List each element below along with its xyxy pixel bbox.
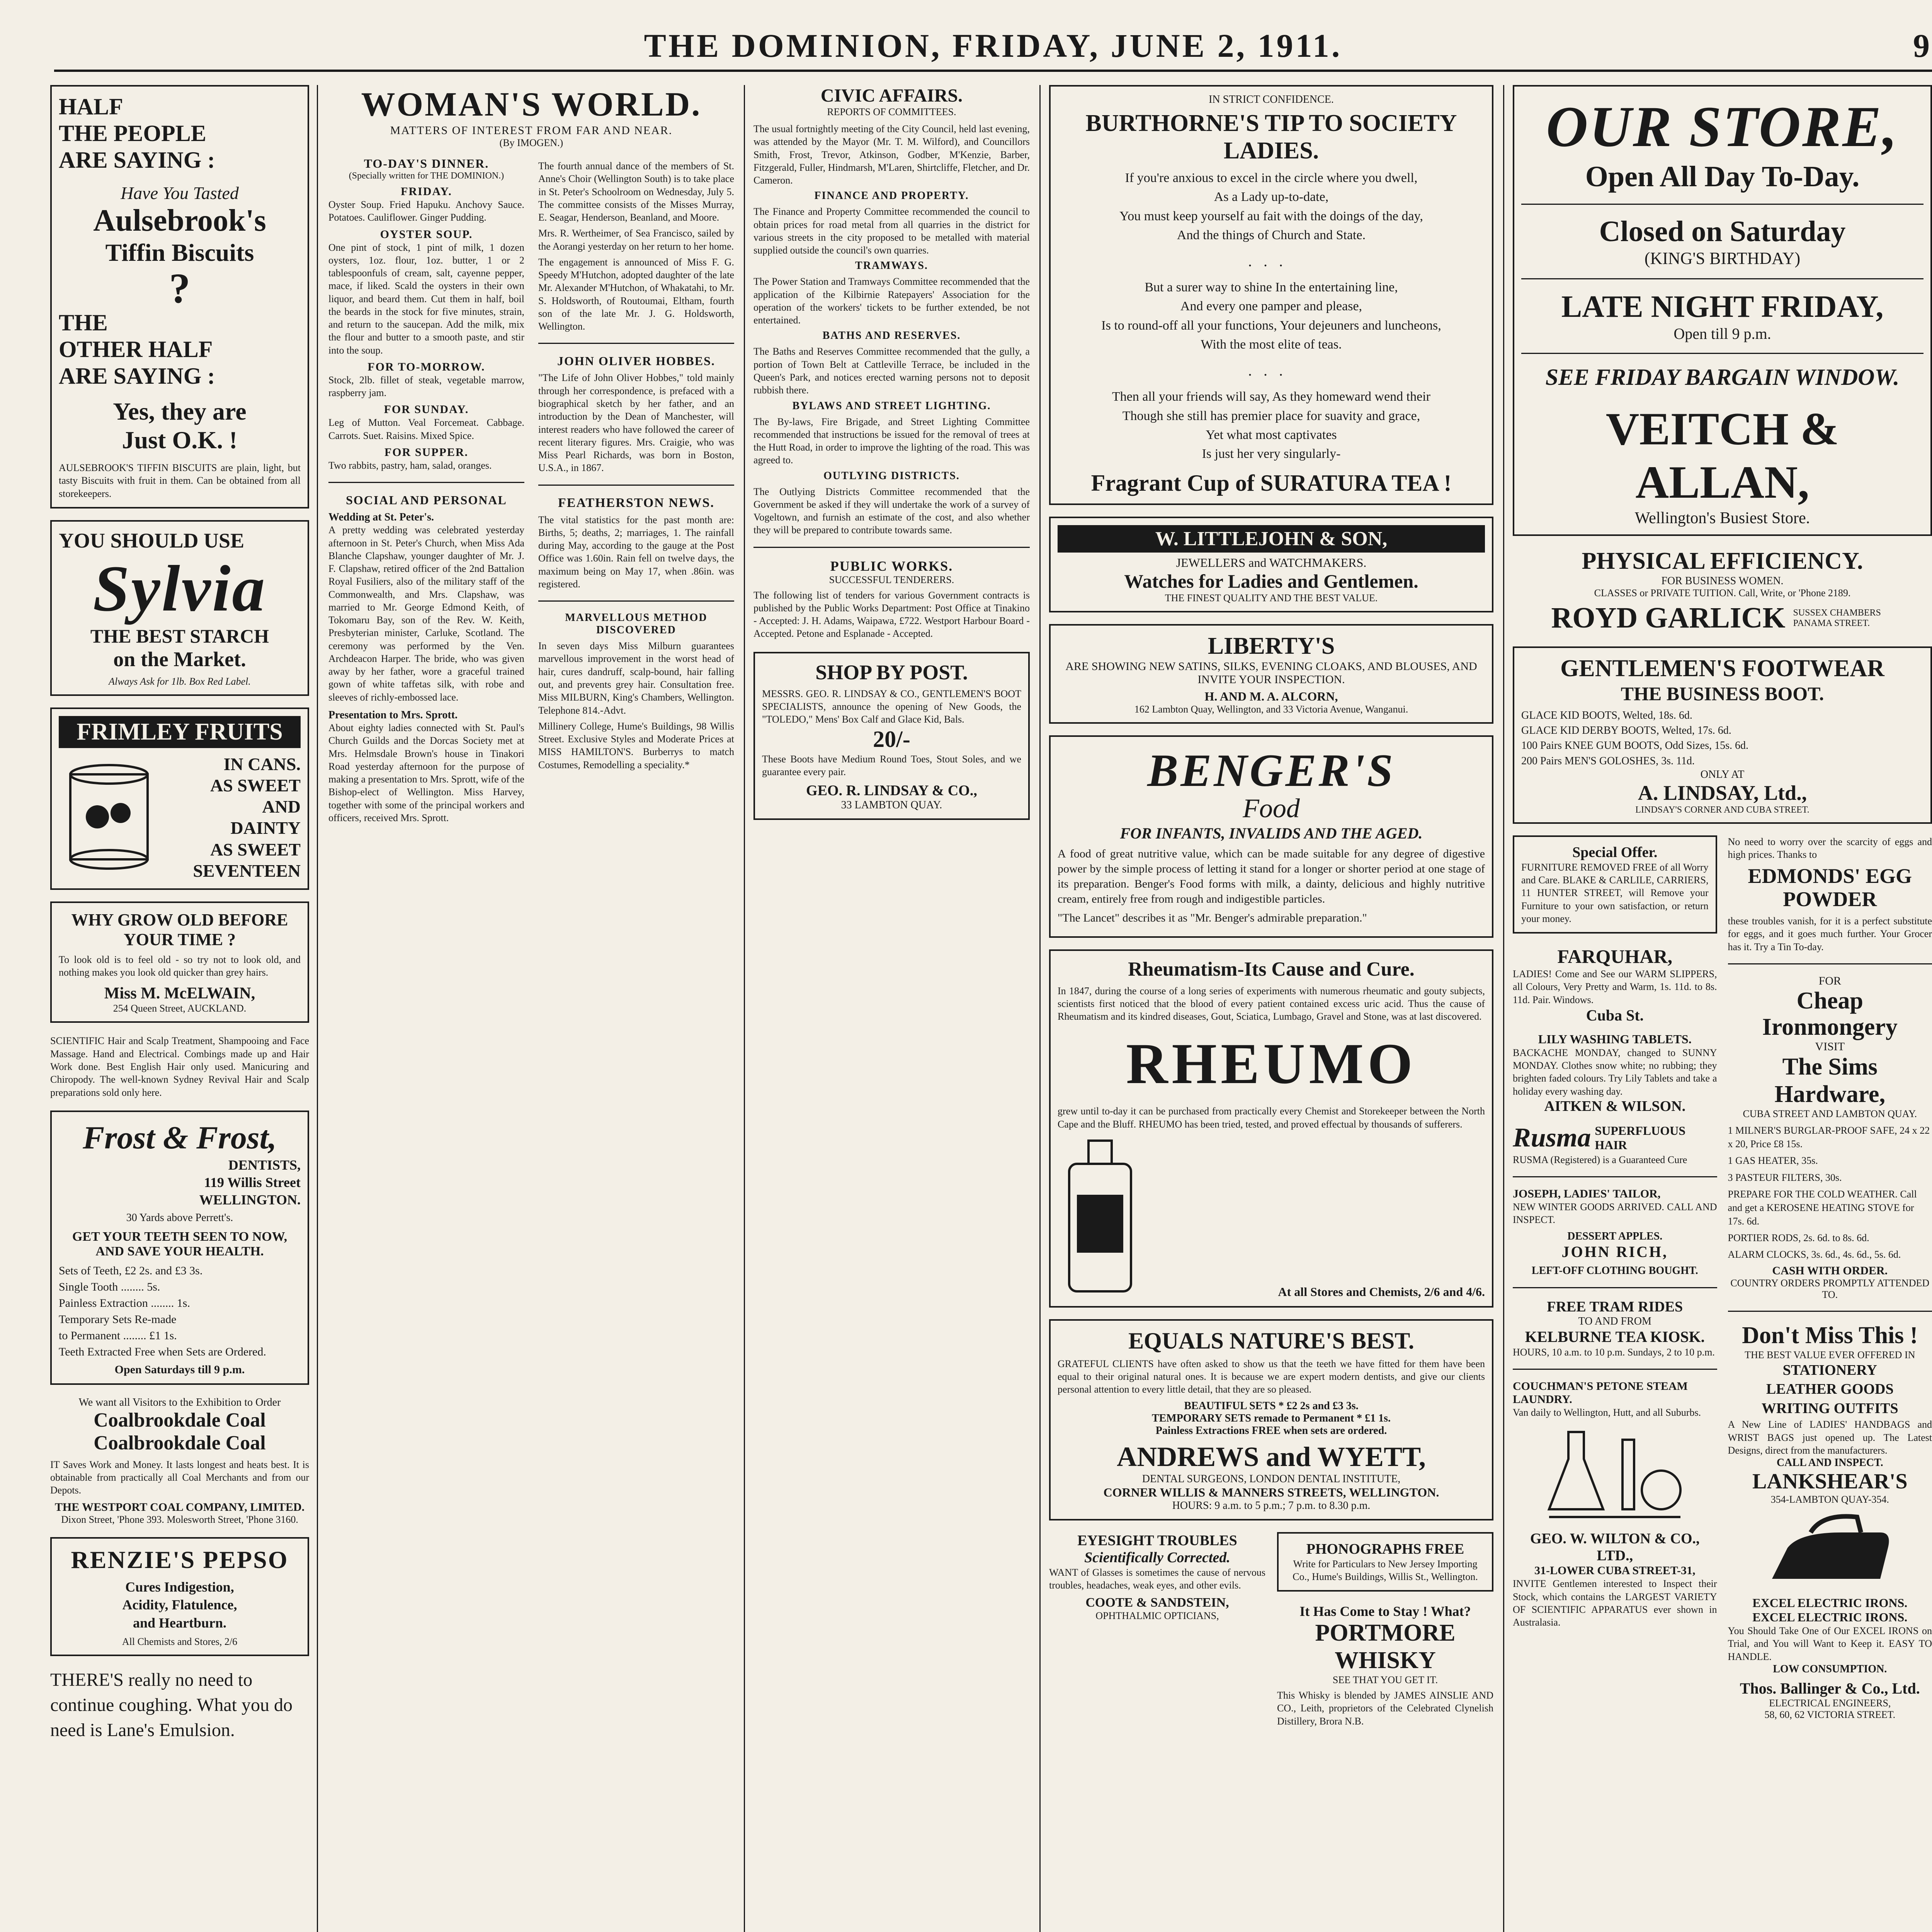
royd-garlick-ad: PHYSICAL EFFICIENCY. FOR BUSINESS WOMEN. CLASSES or PRIVATE TUITION. Call, Write, or 'Phone 2189. ROYD GARLICK SUSSEX CHAMBERS PANAMA STREET. bbox=[1551, 548, 1881, 634]
col5-left-ads: Special Offer. FURNITURE REMOVED FREE of all Worry and Care. BLAKE & CARLILE, CARRIERS, 11 HUNTER STREET, will Remove your Furniture to your own satisfaction, or return your money. FARQUHAR, LADIES! Come and See our WARM SLIPPERS, all Colours, Very Pretty and Warm, 1s. 11d. to 8s. 11d. Pair. Windows. Cuba St. LILY WASHING TABLETS. BACKACHE MONDAY, changed to SUNNY MONDAY. Clothes snow white; no rubbing; they brighten faded colours. Try Lily Tablets and take a holiday every washing day. AITKEN & WILSON. Rusma SUPERFLUOUS HAIR RUSMA (Registered) is a Guaranteed Cure JOSEPH, LADIES' TAILOR, NEW WINTER GOODS ARRIVED. CALL AND INSPECT. DESSERT APPLES. JOHN RICH, LEFT-OFF CLOTHING BOUGHT. FREE TRAM RIDES TO AND FROM KELBURNE TEA KIOSK. HOURS, 10 a.m. to 10 p.m. Sundays, 2 to 10 p.m. COUCHMAN'S PETONE STEAM LAUNDRY. Van daily to Wellington, Hutt, and all Suburbs. GEO. W. WILTON & CO., LTD., 31-LOWER CUBA STREET-31, INVITE Gentlemen interested to Inspect their Stock, which contains the LARGEST VARIETY OF SCIENTIFIC APPARATUS ever shown in Australasia. bbox=[1513, 835, 1717, 1721]
electric-iron-icon bbox=[1764, 1513, 1896, 1590]
laboratory-apparatus-icon bbox=[1545, 1424, 1684, 1525]
column-rule bbox=[744, 85, 745, 1932]
column-5 bbox=[1513, 85, 1932, 1932]
woman-world-right: The fourth annual dance of the members of St. Anne's Choir (Wellington South) is to take place in St. Peter's Schoolroom on Wednesday, July 5. The committee consists of the Misses Murray, E. Seagar, Henderson, Beanland, and Moore. Mrs. R. Wertheimer, of Sea Francisco, sailed by the Aorangi yesterday on her return to her home. The engagement is announced of Miss F. G. Speedy M'Hutchon, adopted daughter of the late Mr. Alexander M'Hutchon, of Whakatahi, to Mr. S. Holdsworth, of Routoumai, Eltham, fourth son of the late Mr. J. G. Holdsworth, Wellington. JOHN OLIVER HOBBES. "The Life of John Oliver Hobbes," told mainly through her correspondence, is prefaced with a biographical sketch by her father, and an introduction by the Dean of Manchester, will interest readers who have followed the career of recent literary figures. Mrs. Craigie, who was Miss Pearl Richards, was born in Boston, U.S.A., in 1867. FEATHERSTON NEWS. The vital statistics for the past month are: Births, 5; deaths, 2; marriages, 1. The rainfall during May, according to the gauge at the Post Office was 1.60in. Rain fell on twelve days, the maximum being on May 17, when .86in. was registered. MARVELLOUS METHOD DISCOVERED In seven days Miss Milburn guarantees marvellous improvement in the worst head of hair, cures dandruff, scalp-bound, hair falling out, and prevents grey hair. Consultation free. Miss MILBURN, King's Chambers, Wellington. Telephone 814.-Advt. Millinery College, Hume's Buildings, 98 Willis Street. Exclusive Styles and Moderate Prices at MISS HAMILTON'S. Burberrys to match Costumes, Remodelling a speciality.* bbox=[538, 160, 734, 770]
col5-right-ads: No need to worry over the scarcity of eggs and high prices. Thanks to EDMONDS' EGG POWDER these troubles vanish, for it is a perfect substitute for eggs, and it goes much further. Your Grocer has it. Try a Tin To-day. FOR Cheap Ironmongery VISIT The Sims Hardware, CUBA STREET AND LAMBTON QUAY. 1 MILNER'S BURGLAR-PROOF SAFE, 24 x 22 x 20, Price £8 15s. 1 GAS HEATER, 35s. 3 PASTEUR FILTERS, 30s. PREPARE FOR THE COLD WEATHER. Call and get a KEROSENE HEATING STOVE for 17s. 6d. PORTIER RODS, 2s. 6d. to 8s. 6d. ALARM CLOCKS, 3s. 6d., 4s. 6d., 5s. 6d. CASH WITH ORDER. COUNTRY ORDERS PROMPTLY ATTENDED TO. Don't Miss This ! THE BEST VALUE EVER OFFERED IN STATIONERY LEATHER GOODS WRITING OUTFITS A New Line of LADIES' HANDBAGS and WRIST BAGS just opened up. The Latest Designs, direct from the manufacturers. CALL AND INSPECT. LANKSHEAR'S 354-LAMBTON QUAY-354. EXCEL ELECTRIC IRONS. EXCEL ELECTRIC IRONS. You Should Take One of Our EXCEL IRONS on Trial, and You will Want to Keep it. EASY TO HANDLE. LOW CONSUMPTION. Thos. Ballinger & Co., Ltd. ELECTRICAL ENGINEERS, 58, 60, 62 VICTORIA STREET. bbox=[1728, 836, 1932, 1720]
shop-by-post-ad: SHOP BY POST. MESSRS. GEO. R. LINDSAY & CO., GENTLEMEN'S BOOT SPECIALISTS, announce the opening of New Goods, the "TOLEDO," Mens' Box Calf and Glace Kid, Bals. 20/- These Boots have Medium Round Toes, Stout Soles, and we guarantee every pair. GEO. R. LINDSAY & CO., 33 LAMBTON QUAY. bbox=[753, 652, 1030, 820]
special-offer-ad: Special Offer. FURNITURE REMOVED FREE of all Worry and Care. BLAKE & CARLILE, CARRIERS, 11 HUNTER STREET, will Remove your Furniture to your own satisfaction, or return your money. bbox=[1513, 835, 1717, 934]
column-rule bbox=[1503, 85, 1504, 1932]
column-2: WOMAN'S WORLD. MATTERS OF INTEREST FROM FAR AND NEAR. (By IMOGEN.) TO-DAY'S DINNER. (Specially written for THE DOMINION.) FRIDAY. Oyster Soup. Fried Hapuku. Anchovy Sauce. Potatoes. Cauliflower. Ginger Pudding. OYSTER SOUP. One pint of stock, 1 pint of milk, 1 dozen oysters, 1oz. flour, 1oz. butter, 1 or 2 tablespoonfuls of cream, salt, cayenne pepper, mace, if liked. Scald the oysters in their own liquor, and beard them. Cut them in half, boil the beards in the stock for five minutes, strain, and return to the saucepan. Add the milk, mix the flour and butter to a smooth paste, and stir into the soup. FOR TO-MORROW. Stock, 2lb. fillet of steak, vegetable marrow, raspberry jam. FOR SUNDAY. Leg of Mutton. Veal Forcemeat. Cabbage. Carrots. Suet. Raisins. Mixed Spice. FOR SUPPER. Two rabbits, pastry, ham, salad, oranges. SOCIAL AND PERSONAL Wedding at St. Peter's. A pretty wedding was celebrated yesterday afternoon in St. Peter's Church, when Miss Ada Blanche Clapshaw, younger daughter of Mr. J. F. Clapshaw, retired officer of the 2nd Battalion Royal Fusiliers, also of the military staff of the Commonwealth, and Mrs. Clapshaw, was married to Mr. George Edmond Keith, of Tokomaru Bay, son of the Rev. W. Keith, Presbyterian minister, Carluke, Scotland. The ceremony was performed by the Ven. Archdeacon Harper. The bride, who was given away by her father, wore a graceful trained gown of white taffetas silk, with robe and sleeves of richly-embossed lace. Presentation to Mrs. Sprott. About eighty ladies connected with St. Paul's Church Guilds and the Dorcas Society met at Mrs. Helmsdale Brown's house in Tinakori Road yesterday afternoon for the purpose of making a presentation to Mrs. Sprott, wife of the Bishop-elect of Wellington. Miss Harvey, together with some of the principal workers and officers, received Mrs. Sprott. The fourth annual dance of the members of St. Anne's Choir (Wellington South) is to take place in St. Peter's Schoolroom on Wednesday, July 5. The committee consists of the Misses Murray, E. Seagar, Henderson, Beanland, and Moore. Mrs. R. Wertheimer, of Sea Francisco, sailed by the Aorangi yesterday on her return to her home. The engagement is announced of Miss F. G. Speedy M'Hutchon, adopted daughter of the late Mr. Alexander M'Hutchon, of Whakatahi, to Mr. S. Holdsworth, of Routoumai, Eltham, fourth son of the late Mr. J. G. Holdsworth, Wellington. JOHN OLIVER HOBBES. "The Life of John Oliver Hobbes," told mainly through her correspondence, is prefaced with a biographical sketch by her father, and an introduction by the Dean of Manchester, will interest readers who have followed the career of recent literary figures. Mrs. Craigie, who was Miss Pearl Richards, was born in Boston, U.S.A., in 1867. FEATHERSTON NEWS. The vital statistics for the past month are: Births, 5; deaths, 2; marriages, 1. The rainfall during May, according to the gauge at the Post Office was 1.60in. Rain fell on twelve days, the maximum being on May 17, when .86in. was registered. MARVELLOUS METHOD DISCOVERED In seven days Miss Milburn guarantees marvellous improvement in the worst head of hair, cures dandruff, scalp-bound, hair falling out, and prevents grey hair. Consultation free. Miss MILBURN, King's Chambers, Wellington. Telephone 814.-Advt. Millinery College, Hume's Buildings, 98 Willis Street. Exclusive Styles and Moderate Prices at MISS HAMILTON'S. Burberrys to match Costumes, Remodelling a speciality.* bbox=[328, 85, 734, 1932]
fruit-can-icon bbox=[59, 759, 159, 875]
portmore-whisky-ad: It Has Come to Stay ! What? PORTMORE WHISKY SEE THAT YOU GET IT. This Whisky is blended by JAMES AINSLIE AND CO., Leith, proprietors of the Celebrated Clynelish Distillery, Brora N.B. bbox=[1277, 1604, 1493, 1727]
frimley-fruits-ad: FRIMLEY FRUITS IN CANS. AS SWEET AND DAINTY AS SWEET SEVENTEEN bbox=[50, 707, 309, 890]
column-1 bbox=[50, 85, 309, 1932]
lindsay-footwear-ad: GENTLEMEN'S FOOTWEAR THE BUSINESS BOOT. GLACE KID BOOTS, Welted, 18s. 6d. GLACE KID DERBY BOOTS, Welted, 17s. 6d. 100 Pairs KNEE GUM BOOTS, Odd Sizes, 15s. 6d. 200 Pairs MEN'S GOLOSHES, 3s. 11d. ONLY AT A. LINDSAY, Ltd., LINDSAY'S CORNER AND CUBA STREET. bbox=[1513, 646, 1932, 824]
suratura-tea-ad: IN STRICT CONFIDENCE. BURTHORNE'S TIP TO SOCIETY LADIES. If you're anxious to excel in the circle where you dwell, As a Lady up-to-date, You must keep yourself au fait with the doings of the day, And the things of Church and State. ... But a surer way to shine In the entertaining line, And every one pamper and please, Is to round-off all your functions, Your dejeuners and luncheons, With the most elite of teas. ... Then all your friends will say, As they homeward wend their Though she still has premier place for suavity and grace, Yet what most captivates Is just her very singularly- Fragrant Cup of SURATURA TEA ! bbox=[1049, 85, 1493, 505]
bengers-food-ad: BENGER'S Food FOR INFANTS, INVALIDS AND THE AGED. A food of great nutritive value, which can be made suitable for any degree of digestive power by the simple process of letting it stand for a longer or shorter period at one stage of its preparation. Benger's Food forms with milk, a dainty, delicious and highly nutritive cream, entirely free from rough and indigestible particles. "The Lancet" describes it as "Mr. Benger's admirable preparation." bbox=[1049, 735, 1493, 938]
civic-affairs-head: CIVIC AFFAIRS. bbox=[820, 85, 963, 106]
phonographs-ad: PHONOGRAPHS FREE Write for Particulars to New Jersey Importing Co., Hume's Buildings, Willis St., Wellington. bbox=[1277, 1532, 1493, 1592]
bottle-icon bbox=[1058, 1137, 1143, 1299]
sylvia-starch-ad: YOU SHOULD USE Sylvia THE BEST STARCH on the Market. Always Ask for 1lb. Box Red Label. bbox=[50, 520, 309, 696]
littlejohn-ad: W. LITTLEJOHN & SON, JEWELLERS and WATCHMAKERS. Watches for Ladies and Gentlemen. THE FINEST QUALITY AND THE BEST VALUE. bbox=[1049, 517, 1493, 612]
column-3: CIVIC AFFAIRS. REPORTS OF COMMITTEES. The usual fortnightly meeting of the City Council, held last evening, was attended by the Mayor (Mr. T. M. Wilford), and Councillors Smith, Frost, Trevor, Atkinson, Godber, M'Kenzie, Barber, Fitzgerald, Fuller, Hindmarsh, M'Laren, Shirtcliffe, Fletcher, and Dr. Cameron. FINANCE AND PROPERTY. The Finance and Property Committee recommended the council to obtain prices for road metal from all quarries in the district for various streets in the city proposed to be metalled with material supplied outside the council's own quarries. TRAMWAYS. The Power Station and Tramways Committee recommended that the application of the Kilbirnie Ratepayers' Association for the operation of the workers' tickets to be further extended, be not entertained. BATHS AND RESERVES. The Baths and Reserves Committee recommended that the gully, a portion of Town Belt at Cattleville Terrace, be included in the Queen's Park, and notices erected warning persons not to deposit rubbish there. BYLAWS AND STREET LIGHTING. The By-laws, Fire Brigade, and Street Lighting Committee recommended that instructions be issued for the removal of trees at the Hutt Road, in order to improve the lighting of the road. This was agreed to. OUTLYING DISTRICTS. The Outlying Districts Committee recommended that the Government be asked if they will undertake the work of a survey of Vogeltown, and furnish an estimate of the cost, and also whether they will be prepared to contribute towards same. PUBLIC WORKS. SUCCESSFUL TENDERERS. The following list of tenders for various Government contracts is published by the Public Works Department: Post Office at Tinakino - Accepted: J. H. Adams, Waipawa, £722. Westport Harbour Board - Accepted. Petone and Esplanade - Accepted. SHOP BY POST. MESSRS. GEO. R. LINDSAY & CO., GENTLEMEN'S BOOT SPECIALISTS, announce the opening of New Goods, the "TOLEDO," Mens' Box Calf and Glace Kid, Bals. 20/- These Boots have Medium Round Toes, Stout Soles, and we guarantee every pair. GEO. R. LINDSAY & CO., 33 LAMBTON QUAY. bbox=[753, 85, 1030, 1932]
column-rule bbox=[1039, 85, 1041, 1932]
sylvia-logo: Sylvia bbox=[93, 552, 267, 625]
woman-world-left: TO-DAY'S DINNER. (Specially written for THE DOMINION.) FRIDAY. Oyster Soup. Fried Hapuku. Anchovy Sauce. Potatoes. Cauliflower. Ginger Pudding. OYSTER SOUP. One pint of stock, 1 pint of milk, 1 dozen oysters, 1oz. flour, 1oz. butter, 1 or 2 tablespoonfuls of cream, salt, cayenne pepper, mace, if liked. Scald the oysters in their own liquor, and beard them. Cut them in half, boil the beards in the stock for five minutes, strain, and return to the saucepan. Add the milk, mix the flour and butter to a smooth paste, and stir into the soup. FOR TO-MORROW. Stock, 2lb. fillet of steak, vegetable marrow, raspberry jam. FOR SUNDAY. Leg of Mutton. Veal Forcemeat. Cabbage. Carrots. Suet. Raisins. Mixed Spice. FOR SUPPER. Two rabbits, pastry, ham, salad, oranges. SOCIAL AND PERSONAL Wedding at St. Peter's. A pretty wedding was celebrated yesterday afternoon in St. Peter's Church, when Miss Ada Blanche Clapshaw, younger daughter of Mr. J. F. Clapshaw, retired officer of the 2nd Battalion Royal Fusiliers, also of the military staff of the Commonwealth, and Mrs. Clapshaw, was married to Mr. George Edmond Keith, of Tokomaru Bay, son of the Rev. W. Keith, Presbyterian minister, Carluke, Scotland. The ceremony was performed by the Ven. Archdeacon Harper. The bride, who was given away by her father, wore a graceful trained gown of white taffetas silk, with robe and sleeves of richly-embossed lace. Presentation to Mrs. Sprott. About eighty ladies connected with St. Paul's Church Guilds and the Dorcas Society met at Mrs. Helmsdale Brown's house in Tinakori Road yesterday afternoon for the purpose of making a presentation to Mrs. Sprott, wife of the Bishop-elect of Wellington. Miss Harvey, together with some of the principal workers and officers, received Mrs. Sprott. bbox=[328, 156, 524, 823]
newspaper-title: THE DOMINION, FRIDAY, JUNE 2, 1911. bbox=[644, 27, 1342, 64]
section-title: WOMAN'S WORLD. bbox=[361, 86, 702, 123]
lanes-emulsion-ad: THERE'S really no need to continue coughing. What you do need is Lane's Emulsion. bbox=[50, 1669, 293, 1740]
coalbrookdale-ad: We want all Visitors to the Exhibition to Order Coalbrookdale Coal Coalbrookdale Coal IT Saves Work and Money. It lasts longest and heats best. It is obtainable from practically all Coal Merchants and from our Depots. THE WESTPORT COAL COMPANY, LIMITED. Dixon Street, 'Phone 393. Molesworth Street, 'Phone 3160. bbox=[50, 1396, 309, 1525]
column-rule bbox=[317, 85, 318, 1932]
frost-dentists-ad: Frost & Frost, DENTISTS, 119 Willis Street WELLINGTON. 30 Yards above Perrett's. GET YOUR TEETH SEEN TO NOW, AND SAVE YOUR HEALTH. Sets of Teeth, £2 2s. and £3 3s. Single Tooth ........ 5s. Painless Extraction ........ 1s. Temporary Sets Re-made to Permanent ........ £1 1s. Teeth Extracted Free when Sets are Ordered. Open Saturdays till 9 p.m. bbox=[50, 1111, 309, 1385]
veitch-allan-ad: OUR STORE, Open All Day To-Day. Closed on Saturday (KING'S BIRTHDAY) LATE NIGHT FRIDAY, Open till 9 p.m. SEE FRIDAY BARGAIN WINDOW. VEITCH & ALLAN, Wellington's Busiest Store. bbox=[1513, 85, 1932, 536]
page-number: 9 bbox=[1913, 27, 1932, 64]
masthead bbox=[54, 23, 1932, 72]
renzies-pepso-ad: RENZIE'S PEPSO Cures Indigestion, Acidity, Flatulence, and Heartburn. All Chemists and Stores, 2/6 bbox=[50, 1537, 309, 1656]
mcelwain-hair-ad: WHY GROW OLD BEFORE YOUR TIME ? To look old is to feel old - so try not to look old, and nothing makes you look old quicker than grey hairs. Miss M. McELWAIN, 254 Queen Street, AUCKLAND. bbox=[50, 901, 309, 1023]
aulsebrook-ad: HALF THE PEOPLE ARE SAYING : Have You Tasted Aulsebrook's Tiffin Biscuits ? THE OTHER HALF ARE SAYING : Yes, they are Just O.K. ! AULSEBROOK'S TIFFIN BISCUITS are plain, light, but tasty Biscuits with fruit in them. Can be obtained from all storekeepers. bbox=[50, 85, 309, 509]
coote-sandstein-ad: EYESIGHT TROUBLES Scientifically Corrected. WANT of Glasses is sometimes the cause of nervous troubles, headaches, weak eyes, and other evils. COOTE & SANDSTEIN, OPHTHALMIC OPTICIANS, bbox=[1049, 1532, 1265, 1622]
scientific-hair-notice: SCIENTIFIC Hair and Scalp Treatment, Shampooing and Face Massage. Hand and Electrical. Combings made up and Hair Work done. Best English Hair only used. Manicuring and Chiropody. The well-known Sydney Revival Hair and Scalp preparations sold only here. bbox=[50, 1035, 309, 1098]
andrews-wyett-ad: EQUALS NATURE'S BEST. GRATEFUL CLIENTS have often asked to show us that the teeth we have fitted for them have been equal to their original natural ones. It is because we are expert modern dentists, and give our clients personal attention to every little detail, that they are so pleased. BEAUTIFUL SETS * £2 2s and £3 3s. TEMPORARY SETS remade to Permanent * £1 1s. Painless Extractions FREE when sets are ordered. ANDREWS and WYETT, DENTAL SURGEONS, LONDON DENTAL INSTITUTE, CORNER WILLIS & MANNERS STREETS, WELLINGTON. HOURS: 9 a.m. to 5 p.m.; 7 p.m. to 8.30 p.m. bbox=[1049, 1319, 1493, 1520]
rheumo-ad: Rheumatism-Its Cause and Cure. In 1847, during the course of a long series of experiments with numerous rheumatic and gouty subjects, scientists first noticed that the blood of every patient contained excess uric acid. Thus the cause of Rheumatism and its kindred diseases, Gout, Sciatica, Lumbago, Gravel and Stone, was at last discovered. RHEUMO grew until to-day it can be purchased from practically every Chemist and Storekeeper between the North Cape and the Bluff. RHEUMO has been tried, tested, and proved effectual by thousands of sufferers. At all Stores and Chemists, 2/6 and 4/6. bbox=[1049, 949, 1493, 1308]
column-4 bbox=[1049, 85, 1493, 1932]
libertys-ad: LIBERTY'S ARE SHOWING NEW SATINS, SILKS, EVENING CLOAKS, AND BLOUSES, AND INVITE YOUR INSPECTION. H. AND M. A. ALCORN, 162 Lambton Quay, Wellington, and 33 Victoria Avenue, Wanganui. bbox=[1049, 624, 1493, 724]
